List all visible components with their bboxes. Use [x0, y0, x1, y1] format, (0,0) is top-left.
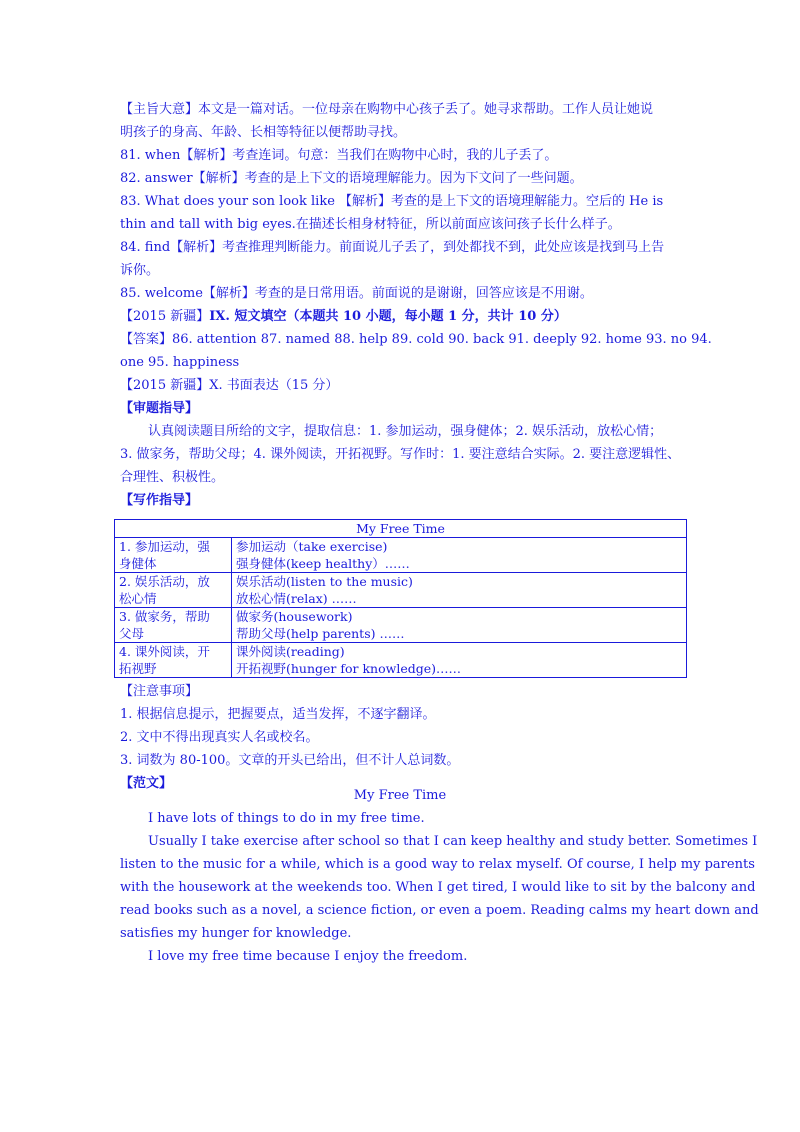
- table-cell-detail: [232, 643, 687, 678]
- writing-guide-title: 【写作指导】: [120, 493, 199, 508]
- topic-line: 2. 娱乐活动，放: [119, 574, 210, 589]
- answer-84-line-2: 诉你。: [120, 263, 160, 278]
- table-cell-detail: [232, 608, 687, 643]
- table-cell-detail: [232, 573, 687, 608]
- detail-line: 强身健体(keep healthy）……: [236, 556, 410, 571]
- section-9-answers-line-2: one 95. happiness: [120, 355, 240, 370]
- answer-82: 82. answer【解析】考查的是上下文的语境理解能力。因为下文问了一些问题。: [120, 171, 583, 186]
- table-cell-topic: [115, 573, 232, 608]
- detail-line: 参加运动（take exercise): [236, 539, 388, 554]
- table-cell-topic: [115, 643, 232, 678]
- guide-line-3: 合理性、积极性。: [120, 470, 225, 485]
- guide-title: 【审题指导】: [120, 401, 199, 416]
- detail-line: 课外阅读(reading): [236, 644, 345, 659]
- essay-paragraph-2-line-2: listen to the music for a while, which is a good way to relax myself. Of course, I help my parents: [120, 857, 755, 872]
- detail-line: 娱乐活动(listen to the music): [236, 574, 413, 589]
- section-9-heading: [120, 308, 567, 326]
- answer-85: 85. welcome【解析】考查的是日常用语。前面说的是谢谢，回答应该是不用谢。: [120, 286, 593, 301]
- essay-paragraph-3: I love my free time because I enjoy the freedom.: [148, 949, 468, 964]
- note-1: 1. 根据信息提示，把握要点，适当发挥，不逐字翻译。: [120, 707, 436, 722]
- essay-paragraph-2-line-4: read books such as a novel, a science fiction, or even a poem. Reading calms my heart down and: [120, 903, 759, 918]
- table-cell-topic: [115, 538, 232, 573]
- answer-83-line-1: 83. What does your son look like 【解析】考查的是上下文的语境理解能力。空后的 He is: [120, 194, 664, 209]
- model-essay-title: My Free Time: [353, 788, 447, 803]
- outline-table: [114, 519, 687, 678]
- essay-paragraph-1: I have lots of things to do in my free time.: [148, 811, 425, 826]
- topic-line: 4. 课外阅读，开: [119, 644, 210, 659]
- summary-line-2: 明孩子的身高、年龄、长相等特征以便帮助寻找。: [120, 125, 407, 140]
- table-row: [115, 643, 687, 678]
- notes-title: 【注意事项】: [120, 684, 199, 699]
- table-header-row: [115, 520, 687, 538]
- section-10-heading: 【2015 新疆】X. 书面表达（15 分）: [120, 378, 339, 393]
- topic-line: 身健体: [119, 556, 157, 571]
- topic-line: 1. 参加运动，强: [119, 539, 210, 554]
- table-row: [115, 573, 687, 608]
- summary-line-1: 【主旨大意】本文是一篇对话。一位母亲在购物中心孩子丢了。她寻求帮助。工作人员让她说: [120, 102, 654, 117]
- answer-83-line-2: thin and tall with big eyes.在描述长相身材特征，所以前面应该问孩子长什么样子。: [120, 217, 621, 232]
- table-row: [115, 538, 687, 573]
- table-row: [115, 608, 687, 643]
- table-title: My Free Time: [115, 520, 687, 538]
- topic-line: 父母: [119, 626, 145, 641]
- guide-line-2: 3. 做家务，帮助父母；4. 课外阅读，开拓视野。写作时：1. 要注意结合实际。2. 要注意逻辑性、: [120, 447, 681, 462]
- section-9-heading-main: IX. 短文填空（本题共 10 小题，每小题 1 分，共计 10 分）: [209, 309, 567, 324]
- answer-84-line-1: 84. find【解析】考查推理判断能力。前面说儿子丢了，到处都找不到，此处应该是找到马上告: [120, 240, 665, 255]
- topic-line: 拓视野: [119, 661, 157, 676]
- answer-81: 81. when【解析】考查连词。句意：当我们在购物中心时，我的儿子丢了。: [120, 148, 558, 163]
- essay-paragraph-2-line-1: Usually I take exercise after school so that I can keep healthy and study better. Sometimes I: [148, 834, 758, 849]
- table-cell-detail: [232, 538, 687, 573]
- table-cell-topic: [115, 608, 232, 643]
- guide-line-1: 认真阅读题目所给的文字，提取信息：1. 参加运动，强身健体；2. 娱乐活动，放松心情；: [148, 424, 663, 439]
- detail-line: 帮助父母(help parents) ……: [236, 626, 405, 641]
- detail-line: 开拓视野(hunger for knowledge)……: [236, 661, 462, 676]
- section-9-answers-line-1: 【答案】86. attention 87. named 88. help 89. cold 90. back 91. deeply 92. home 93. no 94.: [120, 332, 712, 347]
- detail-line: 放松心情(relax) ……: [236, 591, 357, 606]
- topic-line: 松心情: [119, 591, 157, 606]
- detail-line: 做家务(housework): [236, 609, 353, 624]
- note-3: 3. 词数为 80-100。文章的开头已给出，但不计人总词数。: [120, 753, 460, 768]
- topic-line: 3. 做家务，帮助: [119, 609, 210, 624]
- essay-paragraph-2-line-3: with the housework at the weekends too. When I get tired, I would like to sit by the balcony and: [120, 880, 756, 895]
- section-9-heading-prefix: 【2015 新疆】: [120, 309, 210, 324]
- note-2: 2. 文中不得出现真实人名或校名。: [120, 730, 319, 745]
- essay-paragraph-2-line-5: satisfies my hunger for knowledge.: [120, 926, 352, 941]
- model-essay-label: 【范文】: [120, 776, 173, 791]
